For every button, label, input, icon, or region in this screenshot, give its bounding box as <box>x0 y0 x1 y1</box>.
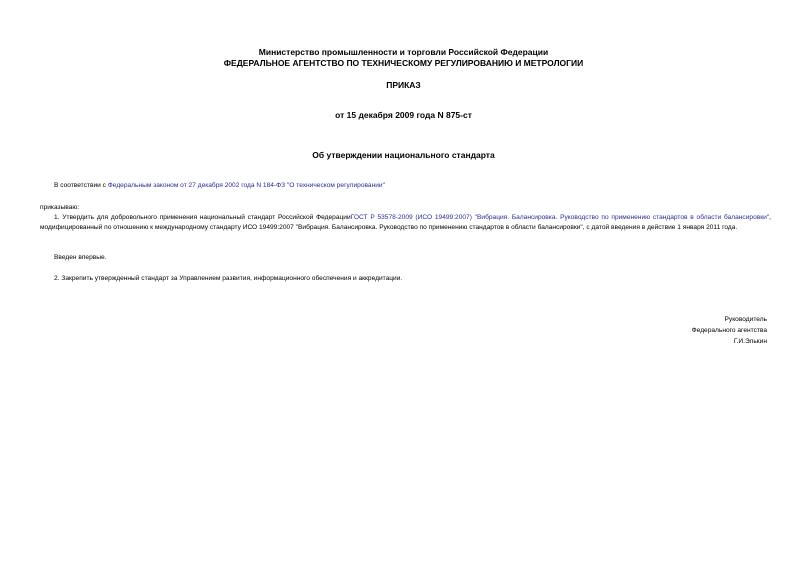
order-title: ПРИКАЗ <box>386 80 421 90</box>
agency-name: ФЕДЕРАЛЬНОЕ АГЕНТСТВО ПО ТЕХНИЧЕСКОМУ РЕГУЛИРОВАНИЮ И МЕТРОЛОГИИ <box>223 58 584 68</box>
item-2-paragraph: 2. Закрепить утвержденный стандарт за Управлением развития, информационного обеспечения и аккредитации. <box>54 275 403 282</box>
order-subject: Об утверждении национального стандарта <box>312 150 495 160</box>
signature-agency: Федерального агентства <box>691 327 767 334</box>
basis-paragraph <box>40 182 771 190</box>
signature-name: Г.И.Элькин <box>733 338 767 345</box>
signature-block <box>567 314 767 347</box>
item-1-suffix: , модифицированный по отношению к международному стандарту ИСО 19499:2007 "Вибрация. Балансировка. Руководство по применению стандартов в области балансировки", с датой введения в действие 1 января 2011 года. <box>40 214 772 231</box>
gost-link[interactable]: ГОСТ Р 53578-2009 (ИСО 19499:2007) "Вибрация. Балансировка. Руководство по применению стандартов в области балансировки" <box>350 214 770 221</box>
federal-law-link[interactable]: Федеральным законом от 27 декабря 2002 года N 184-ФЗ "О техническом регулировании" <box>107 182 385 189</box>
introduced-first-note: Введен впервые. <box>54 254 107 261</box>
order-date: от 15 декабря 2009 года N 875-ст <box>335 110 472 120</box>
order-word: приказываю: <box>40 204 80 211</box>
basis-prefix: В соответствии с <box>54 182 108 189</box>
item-1-paragraph <box>40 213 771 233</box>
ministry-name: Министерство промышленности и торговли Российской Федерации <box>258 47 549 57</box>
signature-title: Руководитель <box>724 316 767 323</box>
item-1-prefix: 1. Утвердить для добровольного применения национальный стандарт Российской Федерации <box>54 214 351 221</box>
